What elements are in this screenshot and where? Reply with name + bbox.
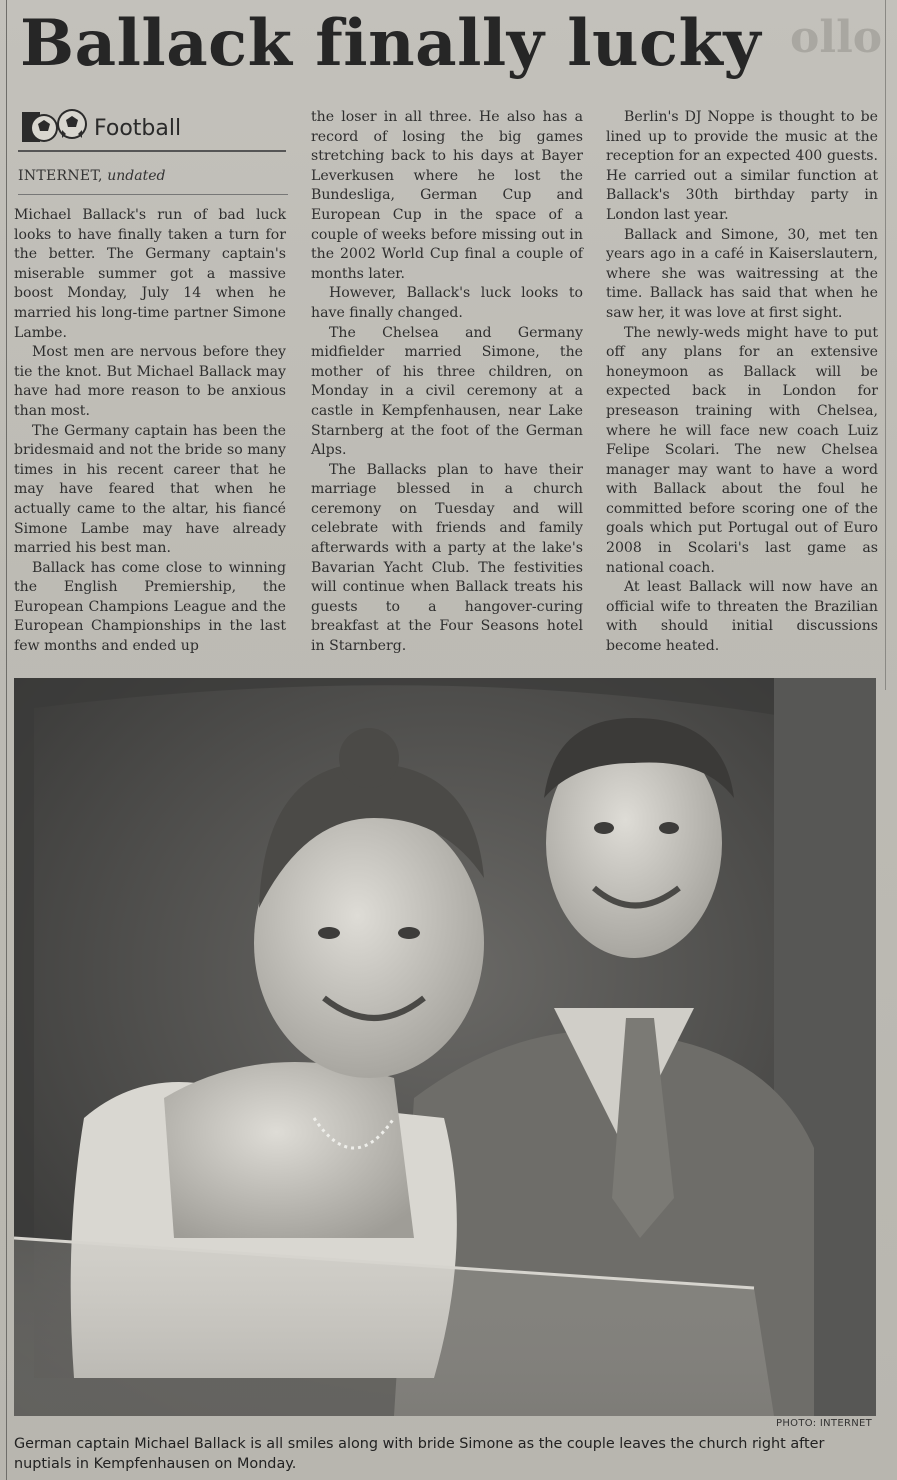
photo-caption: German captain Michael Ballack is all smiles along with bride Simone as the couple leaves the church right after nuptials in Kempfenhausen on Monday. — [14, 1436, 825, 1472]
dateline — [18, 168, 288, 195]
headline: Ballack finally lucky — [20, 6, 762, 81]
paragraph: Ballack and Simone, 30, met ten years ago in a café in Kaiserslautern, where she was waitressing at the time. Ballack has said that when he saw her, it was love at first sight. — [606, 226, 878, 321]
dateline-source: INTERNET, — [18, 168, 103, 184]
left-column-rule — [6, 0, 7, 1480]
soccer-balls-icon — [20, 106, 90, 146]
paragraph: The newly-weds might have to put off any plans for an extensive honeymoon as Ballack will be expected back in London for preseason training with Chelsea, where he will face new coach Luiz Felipe Scolari. The new Chelsea manager may want to have a word with Ballack about the foul he committed before scoring one of the goals which put Portugal out of Euro 2008 in Scolari's last game as national coach. — [606, 324, 878, 576]
paragraph: Most men are nervous before they tie the knot. But Michael Ballack may have had more reason to be anxious than most. — [14, 344, 286, 419]
section-label: Football — [94, 116, 182, 141]
paragraph: The Ballacks plan to have their marriage blessed in a church ceremony on Tuesday and will celebrate with friends and family afterwards with a party at the lake's Bavarian Yacht Club. The festivities will continue when Ballack treats his guests to a hangover-curing breakfast at the Four Seasons hotel in Starnberg. — [311, 461, 583, 655]
couple-in-car-image — [14, 678, 876, 1416]
adjacent-article-fragment: ollo — [790, 12, 883, 63]
dateline-date: undated — [107, 168, 166, 184]
article-column-1 — [14, 206, 286, 657]
paragraph: Berlin's DJ Noppe is thought to be lined up to provide the music at the reception for an expected 400 guests. He carried out a similar function at Ballack's 30th birthday party in London last year. — [606, 109, 878, 223]
article-column-2 — [311, 108, 583, 657]
section-header — [18, 104, 286, 152]
wedding-photo — [14, 678, 876, 1416]
paragraph: Michael Ballack's run of bad luck looks to have finally taken a turn for the better. The Germany captain's miserable summer got a massive boost Monday, July 14 when he married his long-time partner Simone Lambe. — [14, 207, 286, 341]
paragraph: Ballack has come close to winning the English Premiership, the European Champions League and the European Championships in the last few months and ended up — [14, 559, 286, 655]
paragraph: the loser in all three. He also has a record of losing the big games stretching back to his days at Bayer Leverkusen where he lost the Bundesliga, German Cup and European Cup in the space of a couple of weeks before missing out in the 2002 World Cup final a couple of months later. — [311, 109, 583, 282]
paragraph: However, Ballack's luck looks to have finally changed. — [311, 285, 583, 321]
article-column-3 — [606, 108, 878, 657]
right-column-rule — [885, 0, 886, 690]
paragraph: The Germany captain has been the bridesmaid and not the bride so many times in his recent career that he may have feared that when he actually came to the altar, his fiancé Simone Lambe may have already married his best man. — [14, 422, 286, 557]
paragraph: At least Ballack will now have an official wife to threaten the Brazilian with should initial discussions become heated. — [606, 579, 878, 655]
photo-credit: PHOTO: INTERNET — [776, 1418, 872, 1429]
paragraph: The Chelsea and Germany midfielder married Simone, the mother of his three children, on Monday in a civil ceremony at a castle in Kempfenhausen, near Lake Starnberg at the foot of the German Alps. — [311, 324, 583, 459]
